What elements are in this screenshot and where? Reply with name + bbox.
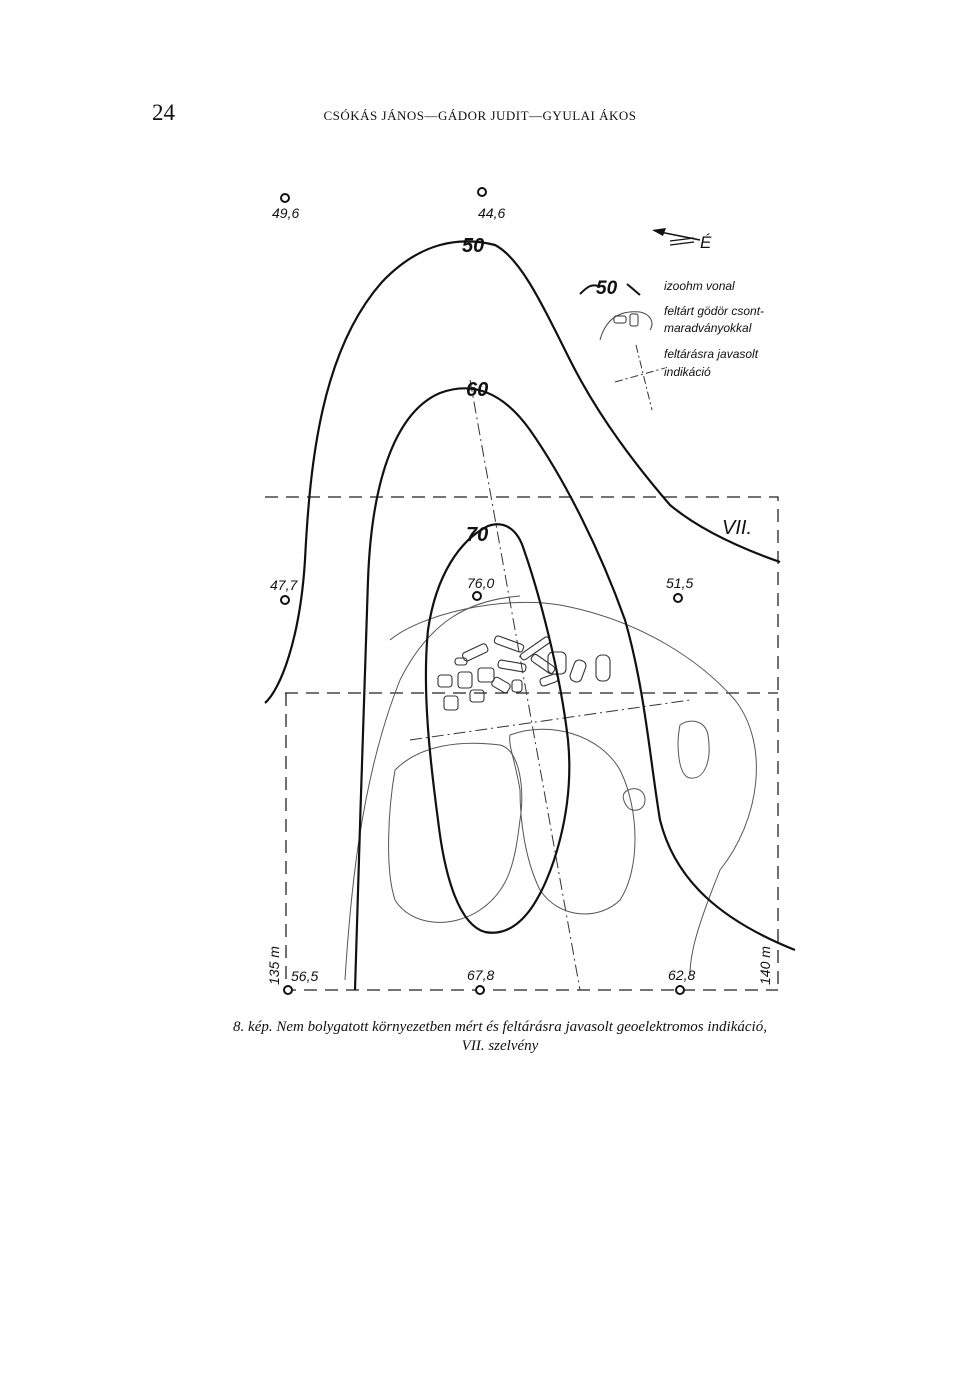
point-label: 76,0 <box>467 575 495 591</box>
legend-pit-swatch <box>600 312 652 340</box>
running-head: CSÓKÁS JÁNOS—GÁDOR JUDIT—GYULAI ÁKOS <box>323 108 637 123</box>
north-arrow-head <box>652 228 666 236</box>
point-marker <box>674 594 682 602</box>
point-label: 56,5 <box>291 968 319 984</box>
north-arrow-label: É <box>700 233 712 252</box>
figure-caption <box>150 1018 850 1056</box>
point-marker <box>676 986 684 994</box>
legend-indication-text-2: indikáció <box>664 365 711 379</box>
upper-frame <box>265 497 778 990</box>
legend-pit-text-2: maradványokkal <box>664 321 752 335</box>
point-marker <box>281 194 289 202</box>
point-label: 44,6 <box>478 205 506 221</box>
dimension-right: 140 m <box>757 946 773 985</box>
point-marker <box>478 188 486 196</box>
caption-line-2: VII. szelvény <box>461 1038 539 1054</box>
point-label: 49,6 <box>272 205 300 221</box>
dimension-left: 135 m <box>266 946 282 985</box>
caption-line-1: 8. kép. Nem bolygatott környezetben mért és feltárásra javasolt geoelektromos indikáció, <box>233 1019 767 1035</box>
pit-outline-outer <box>390 602 756 975</box>
measurement-point-markers <box>281 188 684 994</box>
excavation-outlines <box>345 596 756 980</box>
north-arrow <box>652 228 712 252</box>
bone-remains <box>438 635 610 710</box>
legend-pit-text-1: feltárt gödör csont- <box>664 304 765 318</box>
point-label: 47,7 <box>270 577 298 593</box>
profile-label: VII. <box>722 517 753 539</box>
survey-frame <box>265 497 778 990</box>
pit-outline-d <box>623 789 645 811</box>
point-label: 62,8 <box>668 967 696 983</box>
indication-line-vertical <box>470 380 580 990</box>
isoline-70 <box>426 524 569 933</box>
pit-outline-b <box>510 729 635 914</box>
point-marker <box>476 986 484 994</box>
point-label: 51,5 <box>666 575 694 591</box>
isoline-60 <box>355 388 795 990</box>
point-marker <box>473 592 481 600</box>
isoline-70-label: 70 <box>466 524 489 546</box>
point-marker <box>284 986 292 994</box>
legend-indication-swatch <box>636 345 652 410</box>
point-label: 67,8 <box>467 967 495 983</box>
isoline-50-label: 50 <box>462 235 485 257</box>
legend-isoline-text: izoohm vonal <box>664 279 735 293</box>
point-marker <box>281 596 289 604</box>
isoline-60-label: 60 <box>466 379 489 401</box>
pit-outline-c <box>678 721 709 778</box>
page-number: 24 <box>152 100 175 125</box>
legend-indication-text-1: feltárásra javasolt <box>664 347 759 361</box>
legend <box>580 278 764 410</box>
legend-isoline-symbol: 50 <box>596 278 618 299</box>
